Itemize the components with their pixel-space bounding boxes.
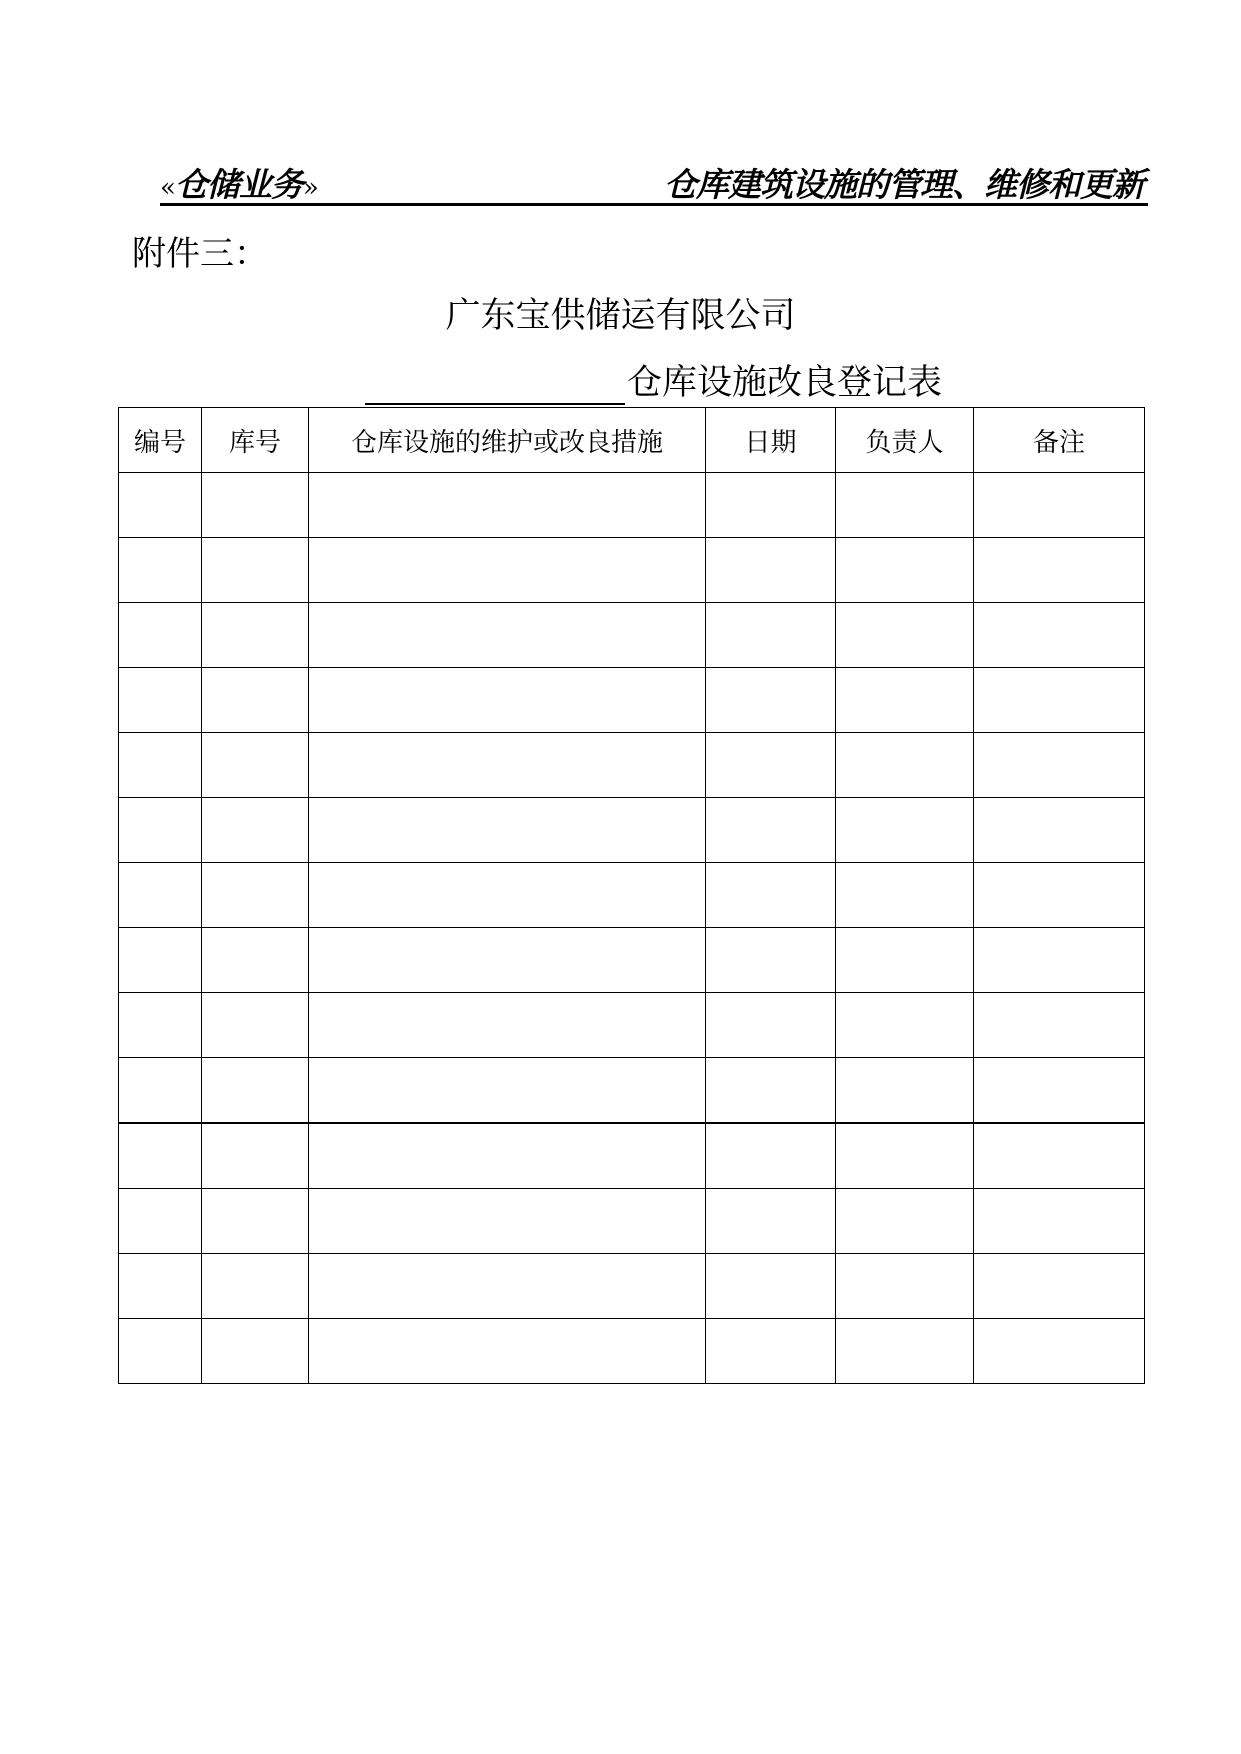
cell-measures[interactable] — [309, 1189, 706, 1254]
cell-warehouse-no[interactable] — [202, 538, 309, 603]
cell-number[interactable] — [119, 1319, 202, 1384]
cell-number[interactable] — [119, 1123, 202, 1189]
table-header-row — [119, 408, 1145, 473]
cell-measures[interactable] — [309, 733, 706, 798]
cell-number[interactable] — [119, 668, 202, 733]
cell-remarks[interactable] — [974, 603, 1145, 668]
cell-person-in-charge[interactable] — [836, 733, 974, 798]
cell-remarks[interactable] — [974, 1058, 1145, 1124]
cell-person-in-charge[interactable] — [836, 1189, 974, 1254]
cell-warehouse-no[interactable] — [202, 1254, 309, 1319]
company-name: 广东宝供储运有限公司 — [445, 296, 796, 336]
cell-person-in-charge[interactable] — [836, 668, 974, 733]
table-row — [119, 863, 1145, 928]
cell-warehouse-no[interactable] — [202, 1123, 309, 1189]
cell-warehouse-no[interactable] — [202, 733, 309, 798]
form-title — [365, 355, 942, 405]
cell-number[interactable] — [119, 603, 202, 668]
table-row — [119, 1123, 1145, 1189]
cell-number[interactable] — [119, 928, 202, 993]
cell-number[interactable] — [119, 733, 202, 798]
column-header-warehouse-no: 库号 — [202, 408, 309, 473]
table-row — [119, 993, 1145, 1058]
cell-remarks[interactable] — [974, 668, 1145, 733]
table-body — [119, 473, 1145, 1384]
cell-date[interactable] — [706, 1254, 836, 1319]
cell-measures[interactable] — [309, 1254, 706, 1319]
cell-person-in-charge[interactable] — [836, 863, 974, 928]
cell-date[interactable] — [706, 928, 836, 993]
table-row — [119, 668, 1145, 733]
table-row — [119, 1319, 1145, 1384]
cell-warehouse-no[interactable] — [202, 798, 309, 863]
cell-person-in-charge[interactable] — [836, 1254, 974, 1319]
open-quote: « — [160, 173, 175, 203]
cell-warehouse-no[interactable] — [202, 1319, 309, 1384]
cell-number[interactable] — [119, 1254, 202, 1319]
cell-warehouse-no[interactable] — [202, 1189, 309, 1254]
cell-warehouse-no[interactable] — [202, 993, 309, 1058]
cell-measures[interactable] — [309, 1319, 706, 1384]
cell-number[interactable] — [119, 1189, 202, 1254]
table-row — [119, 1254, 1145, 1319]
form-title-text: 仓库设施改良登记表 — [627, 363, 943, 403]
cell-date[interactable] — [706, 1319, 836, 1384]
cell-measures[interactable] — [309, 993, 706, 1058]
cell-person-in-charge[interactable] — [836, 1319, 974, 1384]
header-chapter-title: 仓库建筑设施的管理、维修和更新 — [664, 165, 1144, 204]
cell-remarks[interactable] — [974, 863, 1145, 928]
cell-number[interactable] — [119, 538, 202, 603]
table-row — [119, 798, 1145, 863]
table-row — [119, 473, 1145, 538]
cell-date[interactable] — [706, 733, 836, 798]
table-row — [119, 928, 1145, 993]
table-row — [119, 733, 1145, 798]
column-header-remarks: 备注 — [974, 408, 1145, 473]
cell-date[interactable] — [706, 863, 836, 928]
cell-number[interactable] — [119, 993, 202, 1058]
cell-warehouse-no[interactable] — [202, 928, 309, 993]
cell-remarks[interactable] — [974, 538, 1145, 603]
cell-date[interactable] — [706, 1123, 836, 1189]
close-quote: » — [302, 173, 318, 203]
cell-number[interactable] — [119, 1058, 202, 1124]
cell-warehouse-no[interactable] — [202, 1058, 309, 1124]
cell-person-in-charge[interactable] — [836, 603, 974, 668]
cell-measures[interactable] — [309, 668, 706, 733]
cell-measures[interactable] — [309, 863, 706, 928]
cell-remarks[interactable] — [974, 798, 1145, 863]
cell-remarks[interactable] — [974, 928, 1145, 993]
table-row — [119, 1058, 1145, 1124]
register-table — [118, 407, 1145, 1384]
warehouse-name-blank[interactable] — [365, 365, 625, 405]
document-header — [160, 155, 1148, 206]
header-section-label — [160, 159, 318, 206]
cell-measures[interactable] — [309, 473, 706, 538]
column-header-number: 编号 — [119, 408, 202, 473]
cell-person-in-charge[interactable] — [836, 1058, 974, 1124]
cell-person-in-charge[interactable] — [836, 1123, 974, 1189]
cell-date[interactable] — [706, 603, 836, 668]
cell-warehouse-no[interactable] — [202, 863, 309, 928]
cell-number[interactable] — [119, 473, 202, 538]
cell-remarks[interactable] — [974, 733, 1145, 798]
cell-remarks[interactable] — [974, 1189, 1145, 1254]
cell-measures[interactable] — [309, 1058, 706, 1124]
cell-date[interactable] — [706, 668, 836, 733]
cell-person-in-charge[interactable] — [836, 473, 974, 538]
table-row — [119, 538, 1145, 603]
cell-remarks[interactable] — [974, 993, 1145, 1058]
cell-warehouse-no[interactable] — [202, 603, 309, 668]
cell-date[interactable] — [706, 473, 836, 538]
cell-date[interactable] — [706, 1058, 836, 1124]
cell-person-in-charge[interactable] — [836, 993, 974, 1058]
cell-measures[interactable] — [309, 798, 706, 863]
cell-number[interactable] — [119, 798, 202, 863]
column-header-measures: 仓库设施的维护或改良措施 — [309, 408, 706, 473]
cell-remarks[interactable] — [974, 473, 1145, 538]
attachment-label: 附件三： — [132, 234, 268, 274]
table-row — [119, 1189, 1145, 1254]
cell-measures[interactable] — [309, 538, 706, 603]
column-header-person-in-charge: 负责人 — [836, 408, 974, 473]
cell-person-in-charge[interactable] — [836, 798, 974, 863]
cell-date[interactable] — [706, 798, 836, 863]
cell-date[interactable] — [706, 538, 836, 603]
header-left-label: 仓储业务 — [174, 165, 303, 204]
cell-date[interactable] — [706, 1189, 836, 1254]
cell-measures[interactable] — [309, 928, 706, 993]
cell-measures[interactable] — [309, 1123, 706, 1189]
table-row — [119, 603, 1145, 668]
cell-person-in-charge[interactable] — [836, 928, 974, 993]
cell-date[interactable] — [706, 993, 836, 1058]
cell-warehouse-no[interactable] — [202, 668, 309, 733]
cell-remarks[interactable] — [974, 1319, 1145, 1384]
cell-person-in-charge[interactable] — [836, 538, 974, 603]
cell-warehouse-no[interactable] — [202, 473, 309, 538]
cell-remarks[interactable] — [974, 1254, 1145, 1319]
column-header-date: 日期 — [706, 408, 836, 473]
cell-number[interactable] — [119, 863, 202, 928]
cell-measures[interactable] — [309, 603, 706, 668]
cell-remarks[interactable] — [974, 1123, 1145, 1189]
